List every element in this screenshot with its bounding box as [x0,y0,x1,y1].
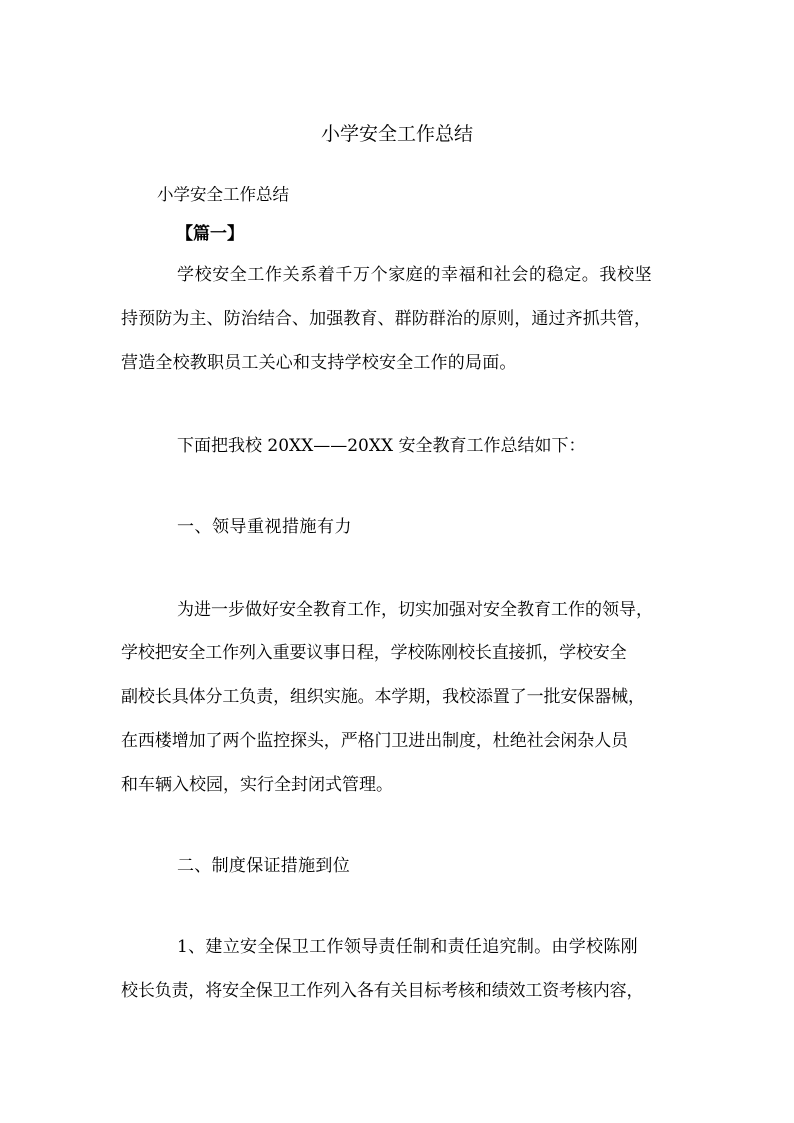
document-subtitle: 小学安全工作总结 [157,185,289,204]
paragraph3-line1: 1、建立安全保卫工作领导责任制和责任追究制。由学校陈刚 [177,937,638,957]
document-title: 小学安全工作总结 [320,123,473,145]
heading-1: 一、领导重视措施有力 [177,517,352,537]
section-label: 【篇一】 [176,224,244,244]
paragraph2-line1: 为进一步做好安全教育工作，切实加强对安全教育工作的领导， [177,600,653,620]
paragraph1-line2: 持预防为主、防治结合、加强教育、群防群治的原则，通过齐抓共管， [121,309,652,329]
paragraph3-line2: 校长负责，将安全保卫工作列入各有关目标考核和绩效工资考核内容， [121,981,644,1001]
paragraph1-line3: 营造全校教职员工关心和支持学校安全工作的局面。 [121,353,517,373]
paragraph2-line5: 和车辆入校园，实行全封闭式管理。 [121,775,393,795]
paragraph2-line2: 学校把安全工作列入重要议事日程，学校陈刚校长直接抓，学校安全 [121,643,627,663]
paragraph1-line1: 学校安全工作关系着千万个家庭的幸福和社会的稳定。我校坚 [177,265,653,285]
heading-2: 二、制度保证措施到位 [177,856,350,876]
paragraph2-line3: 副校长具体分工负责，组织实施。本学期，我校添置了一批安保器械， [121,687,645,707]
paragraph2-line4: 在西楼增加了两个监控探头，严格门卫进出制度，杜绝社会闲杂人员 [121,731,628,751]
intro-line: 下面把我校 20XX——20XX 安全教育工作总结如下： [177,436,586,456]
